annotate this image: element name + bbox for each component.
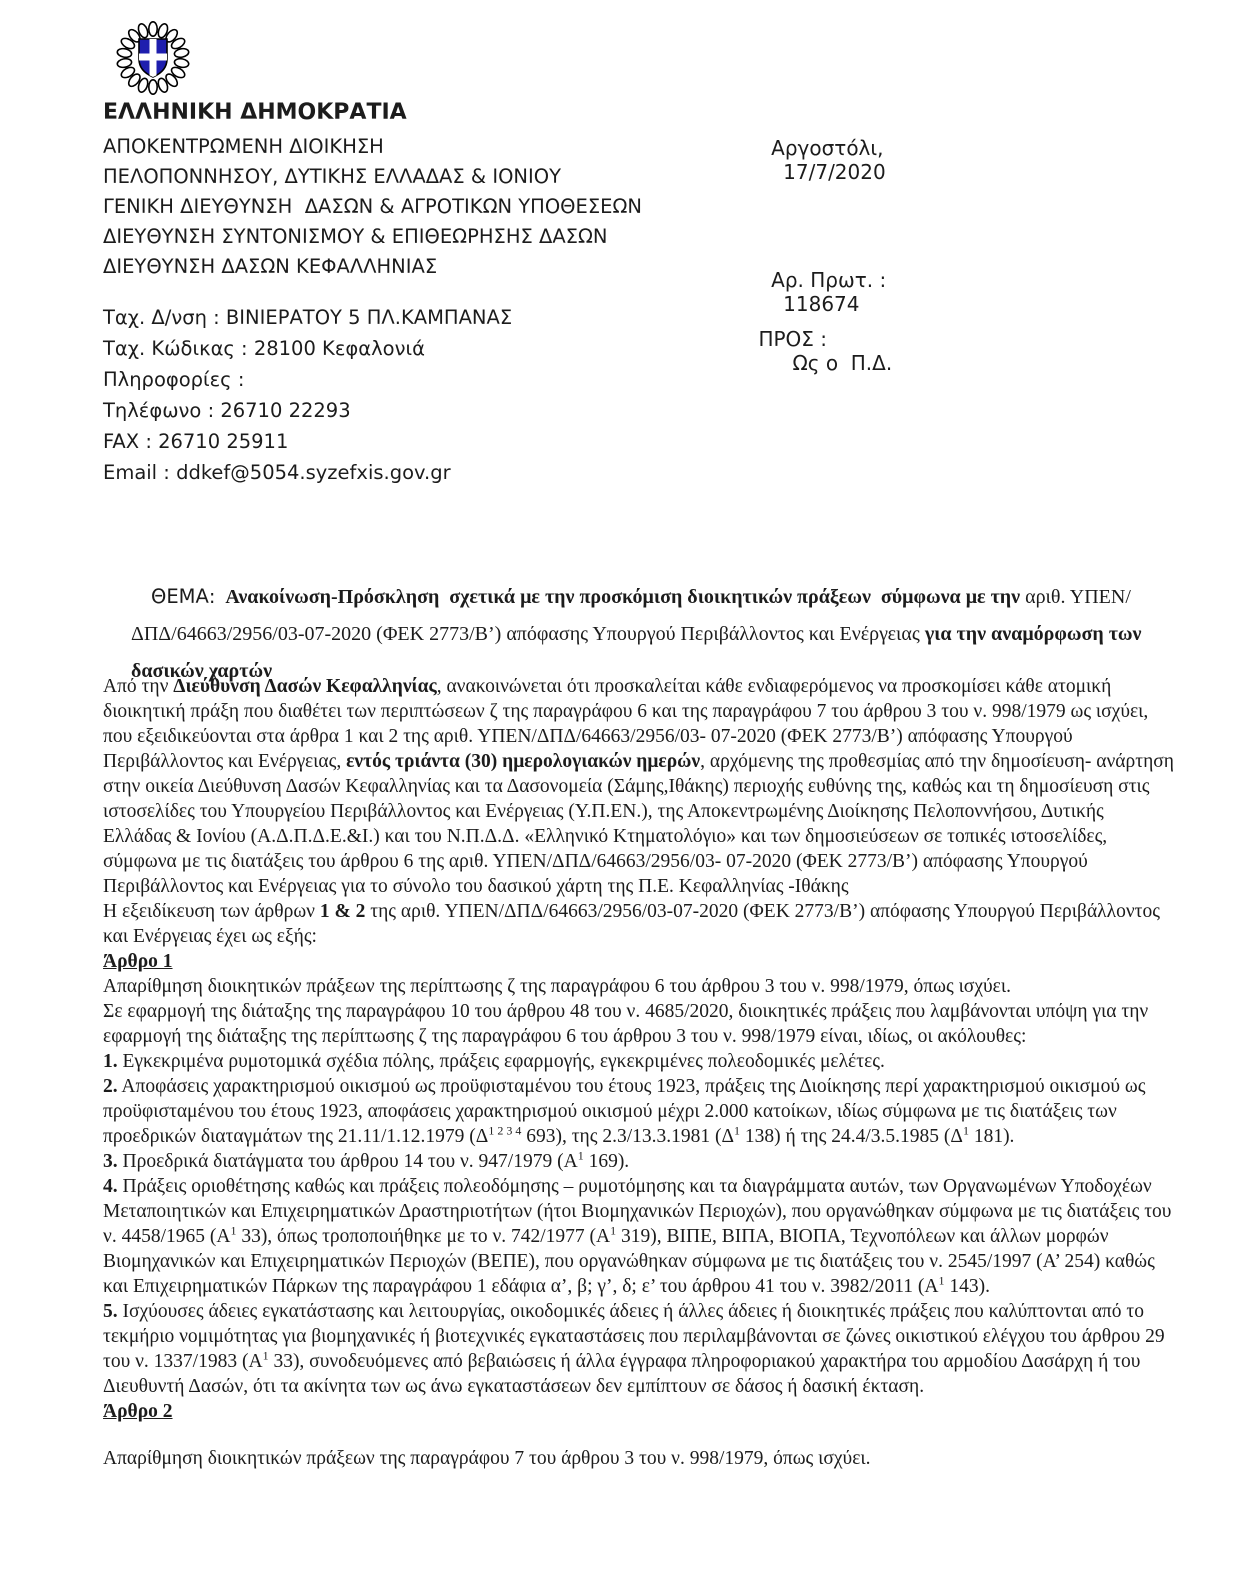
org-line: ΠΕΛΟΠΟΝΝΗΣΟΥ, ΔΥΤΙΚΗΣ ΕΛΛΑΔΑΣ & ΙΟΝΙΟΥ <box>103 165 562 188</box>
protocol-number: 118674 <box>783 292 860 316</box>
recipient-label: ΠΡΟΣ : <box>758 327 828 351</box>
org-line: ΓΕΝΙΚΗ ΔΙΕΥΘΥΝΣΗ ΔΑΣΩΝ & ΑΓΡΟΤΙΚΩΝ ΥΠΟΘΕΣΕΩΝ <box>103 195 642 218</box>
org-title: ΕΛΛΗΝΙΚΗ ΔΗΜΟΚΡΑΤΙΑ <box>103 100 407 125</box>
place: Αργοστόλι, <box>771 136 884 160</box>
body-paragraph: Σε εφαρμογή της διάταξης της παραγράφου 10 του άρθρου 48 του ν. 4685/2020, διοικητικές πράξεις που λαμβάνονται υπόψη για την εφαρμογή της διάταξης της περίπτωσης ζ της παραγράφου 6 του άρθρου 3 του ν. 998/1979 είναι, ιδίως, οι ακόλουθες: <box>103 1001 1154 1047</box>
letterhead <box>103 100 642 282</box>
body-paragraph: Απαρίθμηση διοικητικών πράξεων της παραγράφου 7 του άρθρου 3 του ν. 998/1979, όπως ισχύει. <box>103 1448 871 1469</box>
contact-block <box>103 302 512 488</box>
contact-row: Τηλέφωνο : 26710 22293 <box>103 399 351 422</box>
subject-label: ΘΕΜΑ: <box>151 585 216 608</box>
date: 17/7/2020 <box>783 160 886 184</box>
greek-national-emblem-icon <box>116 14 190 102</box>
contact-row: Ταχ. Κώδικας : 28100 Κεφαλονιά <box>103 337 425 360</box>
body-paragraph: Απαρίθμηση διοικητικών πράξεων της περίπτωσης ζ της παραγράφου 6 του άρθρου 3 του ν. 998/1979, όπως ισχύει. <box>103 976 1011 997</box>
contact-row: Ταχ. Δ/νση : ΒΙΝΙΕΡΑΤΟΥ 5 ΠΛ.ΚΑΜΠΑΝΑΣ <box>103 306 513 329</box>
body-paragraph: Η εξειδίκευση των άρθρων 1 & 2 της αριθ. ΥΠΕΝ/ΔΠΔ/64663/2956/03-07-2020 (ΦΕΚ 2773/Β’) απόφασης Υπουργού Περιβάλλοντος και Ενέργειας έχει ως εξής: <box>103 901 1165 947</box>
org-line: ΔΙΕΥΘΥΝΣΗ ΣΥΝΤΟΝΙΣΜΟΥ & ΕΠΙΘΕΩΡΗΣΗΣ ΔΑΣΩΝ <box>103 225 608 248</box>
article-heading: Άρθρο 2 <box>103 1401 173 1422</box>
body-paragraph: 2. Αποφάσεις χαρακτηρισμού οικισμού ως προϋφισταμένου του έτους 1923, πράξεις της Διοίκησης περί χαρακτηρισμού οικισμού ως προϋφισταμένου του έτους 1923, αποφάσεις χαρακτηρισμού οικισμού μέχρι 2.000 κατοίκων, ιδίως σύμφωνα με τις διατάξεις των προεδρικών διαταγμάτων της 21.11/1.12.1979 ($\Delta^{1 2 3 4}$ 693), της 2.3/13.3.1981 ($\Delta^1$ 138) ή της 24.4/3.5.1985 ($\Delta^1$ 181). <box>103 1076 1151 1147</box>
document-body <box>103 674 1179 1471</box>
subject-text: Ανακοίνωση-Πρόσκληση σχετικά με την προσκόμιση διοικητικών πράξεων σύμφωνα με την αριθ. ΥΠΕΝ/ΔΠΔ/64663/2956/03-07-2020 (ΦΕΚ 2773/Β’) απόφασης Υπουργού Περιβάλλοντος και Ενέργειας για την αναμόρφωση των δασικών χαρτών <box>131 586 1147 682</box>
org-lines <box>103 132 642 282</box>
recipient-value: Ως ο Π.Δ. <box>792 351 893 375</box>
body-paragraph: 1. Εγκεκριμένα ρυμοτομικά σχέδια πόλης, πράξεις εφαρμογής, εγκεκριμένες πολεοδομικές μελέτες. <box>103 1051 885 1072</box>
body-paragraph: Από την Διεύθυνση Δασών Κεφαλληνίας, ανακοινώνεται ότι προσκαλείται κάθε ενδιαφερόμενος να προσκομίσει κάθε ατομική διοικητική πράξη που διαθέτει των περιπτώσεων ζ της παραγράφου 6 και της παραγράφου 7 του άρθρου 3 του ν. 998/1979 ως ισχύει, που εξειδικεύονται στα άρθρα 1 και 2 της αριθ. ΥΠΕΝ/ΔΠΔ/64663/2956/03- 07-2020 (ΦΕΚ 2773/Β’) απόφασης Υπουργού Περιβάλλοντος και Ενέργειας, εντός τριάντα (30) ημερολογιακών ημερών, αρχόμενης της προθεσμίας από την δημοσίευση- ανάρτηση στην οικεία Διεύθυνση Δασών Κεφαλληνίας και τα Δασονομεία (Σάμης,Ιθάκης) περιοχής ευθύνης της, καθώς και τη δημοσίευση στις ιστοσελίδες του Υπουργείου Περιβάλλοντος και Ενέργειας (Υ.Π.ΕΝ.), της Αποκεντρωμένης Διοίκησης Πελοποννήσου, Δυτικής Ελλάδας & Ιονίου (Α.Δ.Π.Δ.Ε.&Ι.) και του Ν.Π.Δ.Δ. «Ελληνικό Κτηματολόγιο» και των δημοσιεύσεων σε τοπικές ιστοσελίδες, σύμφωνα με τις διατάξεις του άρθρου 6 της αριθ. ΥΠΕΝ/ΔΠΔ/64663/2956/03- 07-2020 (ΦΕΚ 2773/Β’) απόφασης Υπουργού Περιβάλλοντος και Ενέργειας για το σύνολο του δασικού χάρτη της Π.Ε. Κεφαλληνίας -Ιθάκης <box>103 676 1179 897</box>
recipient-line <box>733 303 892 399</box>
contact-row: Email : ddkef@5054.syzefxis.gov.gr <box>103 461 451 484</box>
contact-row: FAX : 26710 25911 <box>103 430 289 453</box>
org-line: ΔΙΕΥΘΥΝΣΗ ΔΑΣΩΝ ΚΕΦΑΛΛΗΝΙΑΣ <box>103 255 438 278</box>
protocol-label: Αρ. Πρωτ. : <box>771 268 887 292</box>
body-paragraph: 5. Ισχύουσες άδειες εγκατάστασης και λειτουργίας, οικοδομικές άδειες ή άλλες άδειες ή διοικητικές πράξεις που καλύπτονται από το τεκμήριο νομιμότητας για βιομηχανικές ή βιοτεχνικές εγκαταστάσεις που περιλαμβάνονται σε ζώνες οικιστικού ελέγχου του άρθρου 29 του ν. 1337/1983 ($A^1$ 33), συνοδευόμενες από βεβαιώσεις ή άλλα έγγραφα πληροφοριακού χαρακτήρα του αρμοδίου Δασάρχη ή του Διευθυντή Δασών, ότι τα ακίνητα των ως άνω εγκαταστάσεων δεν εμπίπτουν σε δάσος ή δασική έκταση. <box>103 1301 1170 1397</box>
body-paragraph: 4. Πράξεις οριοθέτησης καθώς και πράξεις πολεοδόμησης – ρυμοτόμησης και τα διαγράμματα αυτών, των Οργανωμένων Υποδοχέων Μεταποιητικών και Επιχειρηματικών Δραστηριοτήτων (ήτοι Βιομηχανικών Περιοχών), που οργανώθηκαν σύμφωνα με τις διατάξεις του ν. 4458/1965 ($A^1$ 33), όπως τροποποιήθηκε με το ν. 742/1977 ($A^1$ 319), ΒΙΠΕ, ΒΙΠΑ, ΒΙΟΠΑ, Τεχνοπόλεων και άλλων μορφών Βιομηχανικών και Επιχειρηματικών Περιοχών (ΒΕΠΕ), που οργανώθηκαν σύμφωνα με τις διατάξεις του ν. 2545/1997 (Α’ 254) καθώς και Επιχειρηματικών Πάρκων της παραγράφου 1 εδάφια α’, β; γ’, δ; ε’ του άρθρου 41 του ν. 3982/2011 ($A^1$ 143). <box>103 1176 1177 1297</box>
contact-row: Πληροφορίες : <box>103 368 245 391</box>
place-date-line <box>733 112 886 208</box>
org-line: ΑΠΟΚΕΝΤΡΩΜΕΝΗ ΔΙΟΙΚΗΣΗ <box>103 135 384 158</box>
article-heading: Άρθρο 1 <box>103 951 173 972</box>
body-paragraph: 3. Προεδρικά διατάγματα του άρθρου 14 του ν. 947/1979 ($A^1$ 169). <box>103 1148 630 1172</box>
